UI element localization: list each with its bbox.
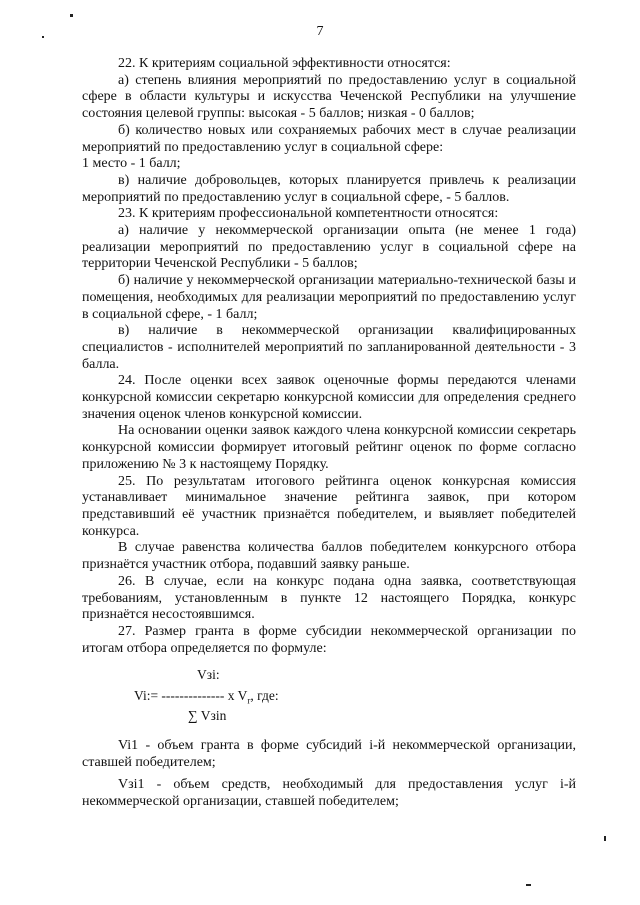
paragraph-22-heading: 22. К критериям социальной эффективности относятся: [118,56,451,71]
paragraph-23-b: б) наличие у некоммерческой организации материально-технической базы и помещения, необходимых для реализации мероприятий по предоставлению услуг в социальной сфере, - 1 балл; [82,273,576,322]
paragraph-23-a: а) наличие у некоммерческой организации опыта (не менее 1 года) реализации мероприятий по предоставлению услуг в социальной сфере на территории Чеченской Республики - 5 баллов; [82,223,576,272]
grant-formula [0,667,640,727]
paragraph-22-c: в) наличие добровольцев, которых планируется привлечь к реализации мероприятий по предоставлению услуг в социальной сфере, - 5 баллов. [82,172,576,205]
formula-lhs [134,688,279,706]
paragraph-27: 27. Размер гранта в форме субсидии некоммерческой организации по итогам отбора определяется по формуле: [82,623,576,656]
paragraph-24-rating: На основании оценки заявок каждого члена конкурсной комиссии секретарь конкурсной комиссии формирует итоговый рейтинг оценок по форме согласно приложению № 3 к настоящему Порядку. [82,423,576,472]
paragraph-22-b-score: 1 место - 1 балл; [82,156,181,172]
paragraph-23-c: в) наличие в некоммерческой организации квалифицированных специалистов - исполнителей мероприятий по запланированной деятельности - 3 балла. [82,323,576,372]
paragraph-22-b: б) количество новых или сохраняемых рабочих мест в случае реализации мероприятий по предоставлению услуг в социальной сфере: [82,122,576,155]
definition-vi1: Vi1 - объем гранта в форме субсидий i-й некоммерческой организации, ставшей победителем; [82,738,576,770]
paragraph-25-tie: В случае равенства количества баллов победителем конкурсного отбора признаётся участник отбора, подавший заявку раньше. [82,540,576,573]
scan-speck [604,836,606,841]
formula-subscript: r [247,695,251,706]
document-body [82,56,576,657]
formula-denominator: ∑ Vзin [188,708,227,723]
scan-speck [526,884,531,886]
formula-tail: , где: [250,688,279,703]
formula-numerator: Vзi: [197,667,220,682]
paragraph-22-a: а) степень влияния мероприятий по предоставлению услуг в социальной сфере в области культуры и искусства Чеченской Республики на улучшение состояния целевой группы: высокая - 5 баллов; низкая - 0 баллов; [82,72,576,122]
scan-speck [70,14,73,17]
definition-vzi1: Vзi1 - объем средств, необходимый для предоставления услуг i-й некоммерческой организации, ставшей победителем; [82,777,576,809]
formula-definitions [82,737,576,815]
paragraph-23-heading: 23. К критериям профессиональной компетентности относятся: [118,206,499,222]
formula-lhs-text: Vi:= -------------- x V [134,688,248,703]
paragraph-24: 24. После оценки всех заявок оценочные формы передаются членами конкурсной комиссии секретарю конкурсной комиссии для определения среднего значения оценок членов конкурсной комиссии. [82,373,576,422]
paragraph-25: 25. По результатам итогового рейтинга оценок конкурсная комиссия устанавливает минимальное значение рейтинга заявок, при котором представивший её участник признаётся победителем, и выявляет победителей конкурса. [82,473,576,539]
paragraph-26: 26. В случае, если на конкурс подана одна заявка, соответствующая требованиям, установленным в пункте 12 настоящего Порядка, конкурс признаётся несостоявшимся. [82,573,576,623]
page-number: 7 [316,24,324,39]
